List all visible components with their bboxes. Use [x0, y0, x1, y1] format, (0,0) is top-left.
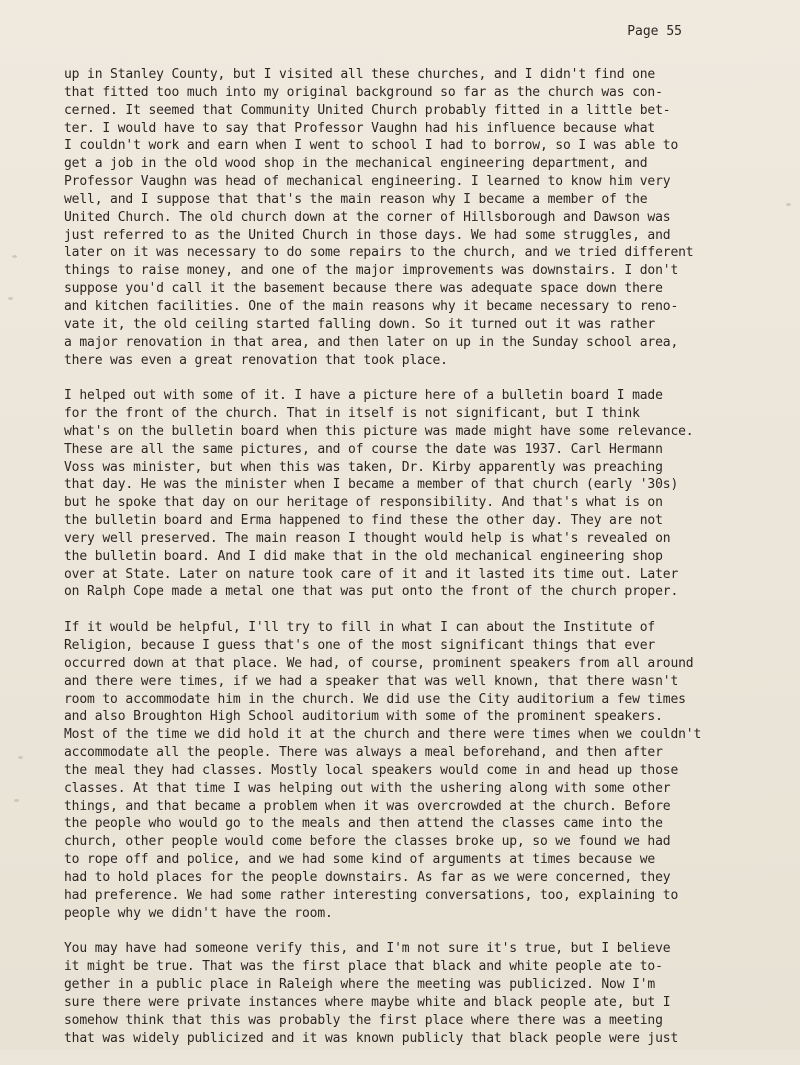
paper-blemish: [786, 203, 791, 206]
paper-blemish: [14, 799, 19, 802]
text-line: up in Stanley County, but I visited all these churches, and I didn't find one: [64, 67, 656, 82]
text-line: that was widely publicized and it was known publicly that black people were just: [64, 1030, 679, 1046]
text-line: These are all the same pictures, and of course the date was 1937. Carl Hermann: [64, 441, 663, 457]
text-line: vate it, the old ceiling started falling down. So it turned out it was rather: [64, 316, 656, 332]
text-line: If it would be helpful, I'll try to fill in what I can about the Institute of: [64, 620, 656, 636]
text-line: well, and I suppose that that's the main reason why I became a member of the: [64, 191, 648, 207]
paper-blemish: [8, 297, 13, 300]
text-line: that fitted too much into my original background so far as the church was con-: [64, 84, 663, 100]
text-line: cerned. It seemed that Community United Church probably fitted in a little bet-: [64, 102, 671, 118]
text-line: a major renovation in that area, and then later on up in the Sunday school area,: [64, 334, 679, 350]
text-line: and kitchen facilities. One of the main reasons why it became necessary to reno-: [64, 298, 679, 314]
text-line: on Ralph Cope made a metal one that was put onto the front of the church proper.: [64, 584, 679, 600]
text-line: sure there were private instances where maybe white and black people ate, but I: [64, 994, 671, 1010]
text-line: ter. I would have to say that Professor Vaughn had his influence because what: [64, 120, 656, 136]
text-line: just referred to as the United Church in those days. We had some struggles, and: [64, 227, 671, 243]
paragraph: [64, 940, 764, 1047]
text-line: what's on the bulletin board when this picture was made might have some relevance.: [64, 423, 694, 439]
text-line: Religion, because I guess that's one of the most significant things that ever: [64, 638, 656, 653]
text-line: to rope off and police, and we had some kind of arguments at times because we: [64, 852, 656, 868]
text-line: accommodate all the people. There was always a meal beforehand, and then after: [64, 745, 663, 761]
text-line: had preference. We had some rather interesting conversations, too, explaining to: [64, 887, 679, 903]
text-line: suppose you'd call it the basement because there was adequate space down there: [64, 281, 663, 297]
text-line: the bulletin board. And I did make that in the old mechanical engineering shop: [64, 548, 663, 564]
document-body: [64, 66, 764, 1065]
paragraph: [64, 66, 764, 369]
text-line: somehow think that this was probably the first place where there was a meeting: [64, 1012, 663, 1028]
text-line: You may have had someone verify this, and I'm not sure it's true, but I believe: [64, 941, 671, 957]
text-line: had to hold places for the people downstairs. As far as we were concerned, they: [64, 869, 671, 885]
text-line: room to accommodate him in the church. We did use the City auditorium a few times: [64, 691, 686, 707]
text-line: gether in a public place in Raleigh where the meeting was publicized. Now I'm: [64, 977, 656, 993]
paragraph: [64, 619, 764, 922]
page-number: Page 55: [627, 24, 682, 39]
text-line: over at State. Later on nature took care of it and it lasted its time out. Later: [64, 566, 679, 582]
text-line: I helped out with some of it. I have a picture here of a bulletin board I made: [64, 388, 663, 404]
text-line: church, other people would come before the classes broke up, so we found we had: [64, 834, 671, 850]
text-line: people why we didn't have the room.: [64, 905, 333, 921]
text-line: I couldn't work and earn when I went to school I had to borrow, so I was able to: [64, 138, 679, 154]
text-line: classes. At that time I was helping out with the ushering along with some other: [64, 780, 671, 796]
text-line: for the front of the church. That in itself is not significant, but I think: [64, 406, 640, 422]
text-line: occurred down at that place. We had, of course, prominent speakers from all around: [64, 655, 694, 671]
paragraph: [64, 387, 764, 601]
text-line: Most of the time we did hold it at the church and there were times when we couldn't: [64, 727, 702, 743]
paper-blemish: [12, 255, 17, 258]
text-line: but he spoke that day on our heritage of responsibility. And that's what is on: [64, 495, 663, 511]
text-line: Professor Vaughn was head of mechanical engineering. I learned to know him very: [64, 174, 671, 190]
text-line: the bulletin board and Erma happened to find these the other day. They are not: [64, 513, 663, 529]
text-line: the people who would go to the meals and then attend the classes came into the: [64, 816, 663, 832]
text-line: Voss was minister, but when this was taken, Dr. Kirby apparently was preaching: [64, 459, 663, 475]
text-line: and there were times, if we had a speaker that was well known, that there wasn't: [64, 673, 679, 689]
text-line: that day. He was the minister when I became a member of that church (early '30s): [64, 477, 679, 493]
text-line: United Church. The old church down at the corner of Hillsborough and Dawson was: [64, 209, 671, 225]
text-line: very well preserved. The main reason I thought would help is what's revealed on: [64, 530, 671, 546]
text-line: later on it was necessary to do some repairs to the church, and we tried different: [64, 245, 694, 261]
text-line: it might be true. That was the first place that black and white people ate to-: [64, 959, 663, 975]
text-line: the meal they had classes. Mostly local speakers would come in and head up those: [64, 762, 679, 778]
text-line: there was even a great renovation that took place.: [64, 352, 448, 368]
text-line: and also Broughton High School auditorium with some of the prominent speakers.: [64, 709, 663, 725]
text-line: things, and that became a problem when it was overcrowded at the church. Before: [64, 798, 671, 814]
text-line: get a job in the old wood shop in the mechanical engineering department, and: [64, 156, 648, 172]
paper-blemish: [18, 756, 23, 759]
text-line: things to raise money, and one of the major improvements was downstairs. I don't: [64, 263, 679, 279]
